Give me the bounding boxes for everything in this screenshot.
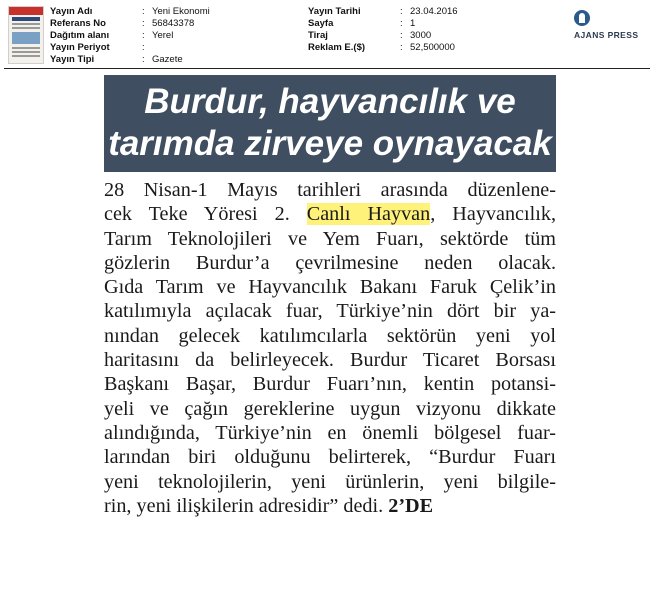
meta-row-dagitim-alani: [50, 30, 210, 42]
article-line: nından gelecek katılımcılarla sektörün yeni yol: [104, 324, 556, 347]
header-divider: [4, 68, 650, 69]
meta-label: Reklam E.($): [308, 42, 366, 53]
article-line: Tarım Teknolojileri ve Yem Fuarı, sektörde tüm: [104, 227, 556, 250]
article-line: katılımıyla açılacak fuar, Türkiye’nin dört bir ya-: [104, 300, 556, 323]
article-line: yeni teknolojilerin, yeni ürünlerin, yeni bilgile-: [104, 470, 556, 493]
meta-row-tiraj: [308, 30, 458, 42]
article-line: 28 Nisan-1 Mayıs tarihleri arasında düzenlene-: [104, 179, 556, 201]
article-line: yeli ve çağın gereklerine uygun vizyonu dikkate: [104, 397, 556, 420]
meta-value: 52,500000: [410, 42, 455, 53]
meta-label: Yayın Periyot: [50, 42, 110, 53]
meta-row-yayin-tarihi: [308, 6, 458, 18]
meta-separator: :: [142, 30, 145, 41]
meta-row-sayfa: [308, 18, 458, 30]
meta-row-yayin-periyot: [50, 42, 210, 54]
meta-label: Dağıtım alanı: [50, 30, 110, 41]
headline-banner: [104, 75, 556, 172]
article-body: [104, 178, 556, 518]
meta-label: Referans No: [50, 18, 106, 29]
meta-separator: :: [400, 18, 403, 29]
meta-value: Yerel: [152, 30, 174, 41]
meta-value: 23.04.2016: [410, 6, 458, 17]
article-line: Gıda Tarım ve Hayvancılık Bakanı Faruk Çelik’in: [104, 276, 556, 299]
meta-separator: :: [142, 18, 145, 29]
meta-separator: :: [400, 6, 403, 17]
meta-row-referans-no: [50, 18, 210, 30]
logo-text: AJANS PRESS: [574, 30, 639, 40]
continuation-marker: 2’DE: [388, 494, 434, 517]
article-line: Başkanı Başar, Burdur Fuarı’nın, kentin potansi-: [104, 373, 556, 396]
ajans-press-logo: [570, 10, 648, 44]
meta-value: Yeni Ekonomi: [152, 6, 210, 17]
article-line: alındığında, Türkiye’nin en önemli bölgesel fuar-: [104, 421, 556, 444]
meta-separator: :: [142, 42, 145, 53]
meta-label: Sayfa: [308, 18, 334, 29]
meta-value: Gazete: [152, 54, 183, 65]
article-line-text: rin, yeni ilişkilerin adresidir” dedi.: [104, 494, 389, 517]
headline: [104, 81, 556, 165]
meta-left-column: [50, 6, 210, 66]
highlighted-keyword: Canlı Hayvan: [306, 203, 431, 226]
article-line: larından biri olduğunu belirterek, “Burdur Fuarı: [104, 446, 556, 469]
meta-separator: :: [400, 42, 403, 53]
article-line-highlighted: [104, 202, 556, 226]
newspaper-thumbnail: [8, 6, 44, 64]
ajans-press-logo-icon: [574, 10, 590, 26]
meta-separator: :: [400, 30, 403, 41]
meta-separator: :: [142, 54, 145, 65]
meta-label: Yayın Tipi: [50, 54, 95, 65]
meta-separator: :: [142, 6, 145, 17]
meta-label: Yayın Tarihi: [308, 6, 361, 17]
article-line-tail: , Hayvancılık,: [430, 203, 556, 226]
meta-row-yayin-adi: [50, 6, 210, 18]
meta-label: Yayın Adı: [50, 6, 93, 17]
meta-row-reklam: [308, 42, 458, 54]
article-line-last: [104, 494, 556, 518]
meta-row-yayin-tipi: [50, 54, 210, 66]
article-line: haritasını da belirleyecek. Burdur Ticaret Borsası: [104, 349, 556, 372]
headline-line-1: Burdur, hayvancılık ve: [144, 82, 516, 121]
article-line: gözlerin Burdur’a çevrilmesine neden olacak.: [104, 251, 556, 274]
meta-value: 56843378: [152, 18, 195, 29]
article-line-text: cek Teke Yöresi 2.: [104, 203, 307, 226]
headline-line-2: tarımda zirveye oynayacak: [108, 124, 552, 163]
meta-value: 3000: [410, 30, 432, 41]
clipping-header: [0, 0, 654, 70]
meta-value: 1: [410, 18, 416, 29]
meta-label: Tiraj: [308, 30, 328, 41]
meta-right-column: [308, 6, 458, 54]
